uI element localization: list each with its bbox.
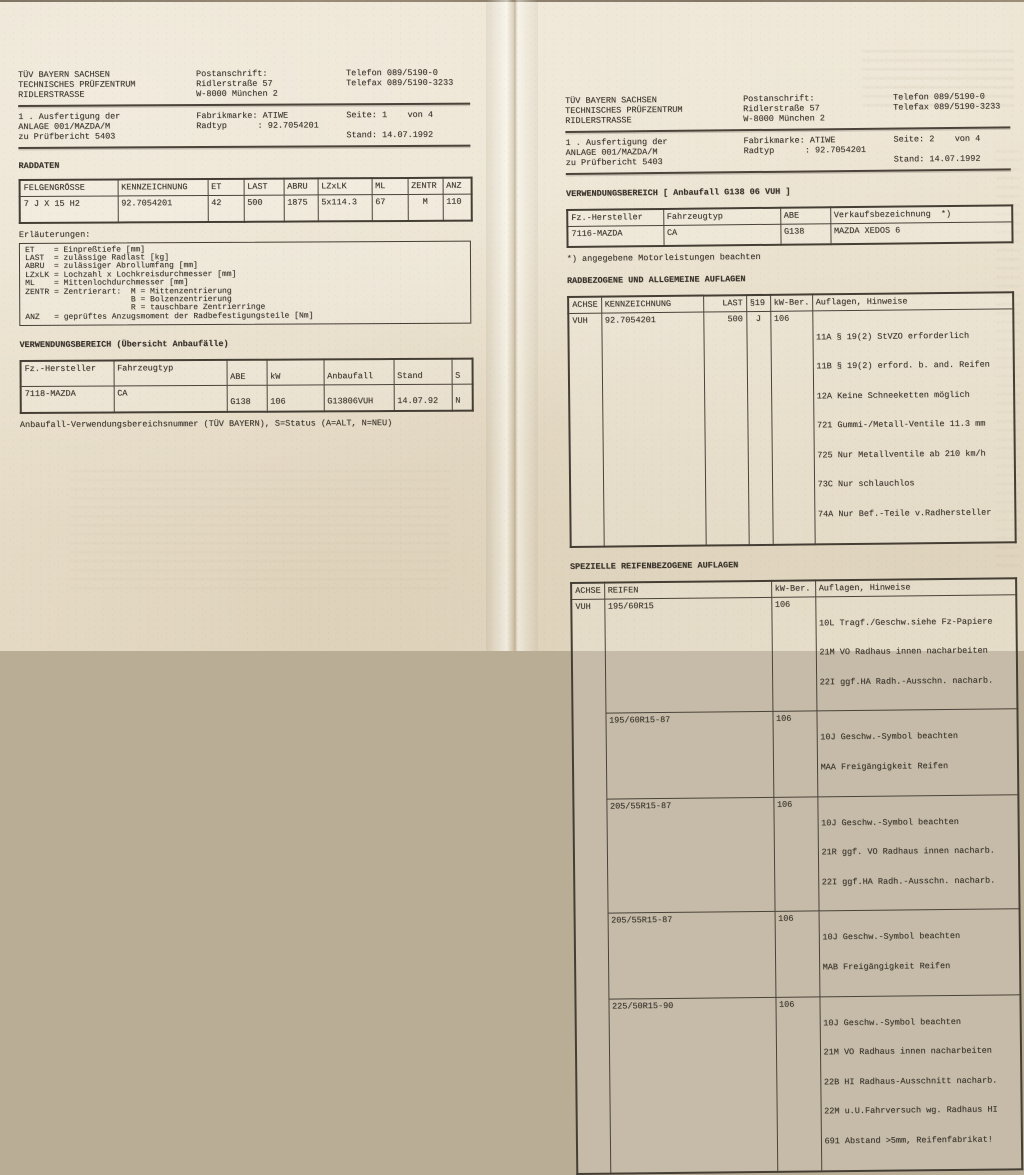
table-row bbox=[571, 594, 1017, 713]
data-cell: 195/60R15-87 bbox=[605, 712, 773, 799]
header-cell: kW-Ber. bbox=[771, 580, 815, 597]
scan-top-edge bbox=[0, 0, 1024, 2]
right-page bbox=[565, 91, 1021, 1174]
horizontal-rule bbox=[565, 126, 1010, 133]
page-info bbox=[346, 110, 470, 141]
postal-address: Postanschrift: Ridlerstraße 57 W-8000 München 2 bbox=[195, 68, 278, 100]
table-header-row bbox=[21, 359, 473, 387]
header-cell: ABE bbox=[780, 207, 830, 224]
table-row bbox=[573, 794, 1019, 913]
header-cell: FELGENGRÖSSE bbox=[20, 179, 118, 196]
header-cell: kW-Ber. bbox=[770, 294, 812, 311]
verwendungsbereich-table bbox=[566, 204, 1013, 247]
data-cell: 92.7054201 bbox=[118, 196, 208, 222]
contact-info: Telefon 089/5190-0 Telefax 089/5190-3233 bbox=[892, 91, 1001, 113]
table-footnote: Anbaufall-Verwendungsbereichsnummer (TÜV BAYERN), S=Status (A=ALT, N=NEU) bbox=[19, 417, 393, 430]
fold-crease bbox=[514, 0, 516, 651]
section-title-verwendungsbereich: VERWENDUNGSBEREICH [ Anbaufall G138 06 VUH ] bbox=[565, 186, 791, 199]
legend-line: ANZ = geprüftes Anzugsmoment der Radbefestigungsteile [Nm] bbox=[25, 311, 314, 322]
data-cell: 42 bbox=[208, 195, 244, 221]
table-row bbox=[21, 384, 473, 412]
horizontal-rule bbox=[18, 103, 470, 107]
table-footnote: *) angegebene Motorleistungen beachten bbox=[566, 251, 761, 264]
raddaten-table bbox=[19, 177, 473, 224]
reifen-auflagen-table bbox=[570, 577, 1023, 1175]
table-row bbox=[572, 709, 1018, 799]
header-cell: Fahrzeugtyp bbox=[663, 208, 780, 226]
page-fold bbox=[486, 0, 538, 651]
header-cell: KENNZEICHNUNG bbox=[601, 295, 703, 313]
brand-info: Fabrikmarke: ATIWE Radtyp : 92.7054201 bbox=[743, 135, 867, 157]
revision-date: Stand: 14.07.1992 bbox=[893, 153, 981, 165]
horizontal-rule bbox=[18, 145, 470, 149]
header-cell: LZxLK bbox=[318, 178, 372, 195]
table-row bbox=[20, 194, 472, 222]
data-cell: J bbox=[746, 311, 772, 545]
header-cell: LAST bbox=[244, 179, 284, 196]
data-cell: 500 bbox=[703, 311, 748, 545]
legend-line: ET = Einpreßtiefe [mm] bbox=[24, 244, 145, 255]
auflagen-cell: 10J Geschw.-Symbol beachten 21M VO Radhaus innen nacharbeiten 22B HI Radhaus-Ausschnitt nacharb. 22M u.U.Fahrversuch wg. Radhaus HI 691 Abstand >5mm, Reifenfabrikat! bbox=[819, 994, 1022, 1171]
legend-box bbox=[19, 240, 471, 326]
data-cell: 500 bbox=[244, 195, 284, 221]
data-cell: 67 bbox=[372, 194, 408, 220]
legend-line: B = Bolzenzentrierung bbox=[25, 294, 232, 305]
data-cell: 225/50R15-90 bbox=[608, 997, 777, 1173]
table-row bbox=[567, 222, 1012, 247]
header-cell: ACHSE bbox=[568, 296, 601, 313]
org-name: TÜV BAYERN SACHSEN TECHNISCHES PRÜFZENTRUM RIDLERSTRASSE bbox=[18, 69, 136, 100]
data-cell: 205/55R15-87 bbox=[606, 797, 774, 914]
header-cell: ZENTR bbox=[408, 178, 443, 195]
horizontal-rule bbox=[566, 168, 1011, 175]
table-row bbox=[575, 909, 1021, 999]
header-cell: §19 bbox=[746, 294, 770, 311]
legend-line: ZENTR = Zentrierart: M = Mittenzentrierung bbox=[25, 286, 232, 297]
legend-line: LAST = zulässige Radlast [kg] bbox=[24, 253, 170, 263]
left-page bbox=[18, 68, 472, 430]
header-cell: Stand bbox=[394, 359, 452, 385]
letterhead bbox=[565, 91, 1011, 175]
data-cell: 1875 bbox=[284, 195, 318, 221]
auflagen-cell: 11A § 19(2) StVZO erforderlich 11B § 19(2) erford. b. and. Reifen 12A Keine Schneeketten möglich 721 Gummi-/Metall-Ventile 11.3 mm 725 Nur Metallventile ab 210 km/h 73C Nur schlauchlos 74A Nur Bef.-Teile v.Radhersteller bbox=[812, 308, 1015, 544]
header-cell: ANZ bbox=[443, 178, 472, 195]
section-title-reifen-auflagen: SPEZIELLE REIFENBEZOGENE AUFLAGEN bbox=[569, 559, 739, 572]
data-cell: 110 bbox=[443, 194, 472, 220]
data-cell: 106 bbox=[772, 711, 817, 797]
data-cell: 5x114.3 bbox=[318, 195, 372, 221]
header-cell: Anbaufall bbox=[324, 359, 394, 385]
contact-info: Telefon 089/5190-0 Telefax 089/5190-3233 bbox=[345, 67, 454, 89]
table-row bbox=[575, 994, 1022, 1173]
letterhead bbox=[18, 68, 470, 149]
data-cell: 106 bbox=[775, 996, 821, 1171]
auflagen-cell: 10J Geschw.-Symbol beachten 21R ggf. VO Radhaus innen nacharb. 22I ggf.HA Radh.-Ausschn. nacharb. bbox=[817, 794, 1019, 911]
page-number: Seite: 1 von 4 bbox=[346, 109, 433, 121]
auflagen-cell: 10L Tragf./Geschw.siehe Fz-Papiere 21M VO Radhaus innen nacharbeiten 22I ggf.HA Radh.-Ausschn. nacharb. bbox=[815, 594, 1017, 711]
data-cell: G138 bbox=[780, 224, 830, 245]
allgemeine-auflagen-table bbox=[567, 291, 1017, 548]
achse-cell: VUH bbox=[571, 599, 610, 1174]
bleed-through-text bbox=[70, 470, 450, 590]
data-cell: N bbox=[452, 384, 473, 410]
data-cell: VUH bbox=[568, 313, 603, 547]
table-row bbox=[568, 308, 1015, 546]
data-cell: M bbox=[408, 194, 443, 220]
header-cell: REIFEN bbox=[604, 581, 771, 599]
header-cell: Fz.-Hersteller bbox=[567, 209, 663, 227]
legend-line: ML = Mittenlochdurchmesser [mm] bbox=[25, 278, 189, 289]
data-cell: MAZDA XEDOS 6 bbox=[830, 222, 1012, 244]
data-cell: 195/60R15 bbox=[604, 597, 772, 714]
header-cell: Auflagen, Hinweise bbox=[812, 292, 1013, 311]
header-cell: kW bbox=[267, 360, 324, 386]
section-title-verwendungsbereich: VERWENDUNGSBEREICH (Übersicht Anbaufälle) bbox=[19, 339, 229, 351]
org-name: TÜV BAYERN SACHSEN TECHNISCHES PRÜFZENTRUM RIDLERSTRASSE bbox=[565, 95, 683, 126]
legend-line: LZxLK = Lochzahl x Lochkreisdurchmesser [mm] bbox=[25, 269, 237, 280]
data-cell: CA bbox=[114, 386, 227, 413]
header-cell: LAST bbox=[703, 295, 746, 312]
data-cell: G138 bbox=[227, 385, 267, 411]
data-cell: 7116-MAZDA bbox=[567, 225, 663, 246]
header-cell: S bbox=[452, 359, 473, 385]
header-cell: ABE bbox=[227, 360, 267, 386]
legend-title: Erläuterungen: bbox=[18, 229, 91, 240]
data-cell: 106 bbox=[771, 597, 816, 712]
auflagen-cell: 10J Geschw.-Symbol beachten MAB Freigängigkeit Reifen bbox=[819, 909, 1021, 996]
header-cell: ET bbox=[208, 179, 244, 196]
auflagen-cell: 10J Geschw.-Symbol beachten MAA Freigängigkeit Reifen bbox=[816, 709, 1018, 796]
data-cell: 106 bbox=[267, 385, 324, 411]
copy-info: 1 . Ausfertigung der ANLAGE 001/MAZDA/M zu Prüfbericht 5403 bbox=[18, 111, 121, 142]
verwendungsbereich-table bbox=[20, 358, 474, 414]
postal-address: Postanschrift: Ridlerstraße 57 W-8000 München 2 bbox=[742, 93, 825, 125]
data-cell: 205/55R15-87 bbox=[608, 912, 776, 999]
page-info bbox=[893, 133, 1010, 164]
header-cell: Fahrzeugtyp bbox=[114, 360, 227, 386]
data-cell: 106 bbox=[775, 911, 820, 997]
page-number: Seite: 2 von 4 bbox=[893, 133, 981, 145]
header-cell: Auflagen, Hinweise bbox=[815, 578, 1016, 597]
header-cell: ACHSE bbox=[571, 582, 604, 599]
data-cell: 106 bbox=[773, 797, 818, 912]
brand-info: Fabrikmarke: ATIWE Radtyp : 92.7054201 bbox=[196, 110, 319, 132]
data-cell: G13806VUH bbox=[324, 385, 394, 411]
data-cell: CA bbox=[663, 224, 780, 245]
header-cell: KENNZEICHNUNG bbox=[118, 179, 208, 196]
header-cell: Fz.-Hersteller bbox=[21, 361, 114, 387]
section-title-raddaten: RADDATEN bbox=[18, 160, 60, 171]
header-cell: ML bbox=[372, 178, 408, 195]
section-title-allgemeine-auflagen: RADBEZOGENE UND ALLGEMEINE AUFLAGEN bbox=[566, 273, 746, 286]
header-cell: ABRU bbox=[284, 178, 318, 195]
data-cell: 92.7054201 bbox=[601, 312, 705, 547]
legend-line: R = tauschbare Zentrierringe bbox=[25, 303, 266, 314]
revision-date: Stand: 14.07.1992 bbox=[346, 129, 434, 141]
data-cell: 7 J X 15 H2 bbox=[20, 196, 118, 223]
copy-info: 1 . Ausfertigung der ANLAGE 001/MAZDA/M zu Prüfbericht 5403 bbox=[565, 136, 668, 168]
data-cell: 106 bbox=[770, 310, 814, 544]
header-cell: Verkaufsbezeichnung *) bbox=[830, 205, 1012, 223]
legend-line: ABRU = zulässiger Abrollumfang [mm] bbox=[25, 261, 198, 272]
data-cell: 14.07.92 bbox=[394, 384, 452, 410]
data-cell: 7118-MAZDA bbox=[21, 386, 114, 412]
